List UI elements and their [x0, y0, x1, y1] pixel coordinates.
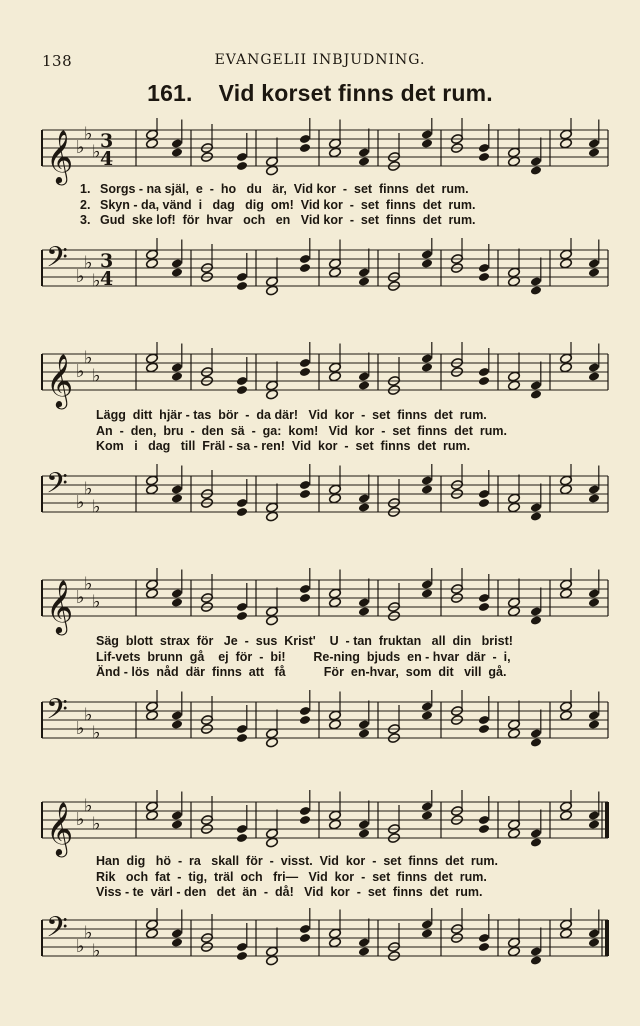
flat-icon: ♭: [84, 478, 93, 500]
quarter-note: [530, 837, 542, 847]
flat-icon: ♭: [76, 266, 85, 287]
flat-icon: ♭: [76, 809, 85, 830]
lyric-text: Änd - lös nåd där finns att få För en-hvar, som dit vill gå.: [96, 665, 507, 679]
flat-icon: ♭: [84, 123, 93, 145]
quarter-note: [358, 380, 370, 390]
bass-staff: [36, 464, 612, 534]
half-note: [266, 285, 279, 296]
running-head: EVANGELII INBJUDNING.: [214, 52, 426, 68]
half-note: [146, 928, 159, 939]
treble-staff: [36, 568, 612, 638]
quarter-note: [421, 138, 433, 148]
music-system-1: [36, 118, 612, 308]
verse-number: 1.: [80, 182, 91, 196]
music-system-2: [36, 342, 612, 532]
half-note: [508, 606, 521, 617]
quarter-note: [299, 489, 311, 499]
quarter-note: [530, 285, 542, 295]
half-note: [560, 810, 573, 821]
quarter-note: [236, 733, 248, 743]
quarter-note: [299, 593, 311, 603]
half-note: [508, 502, 521, 513]
quarter-note: [478, 824, 490, 834]
quarter-note: [421, 258, 433, 268]
half-note: [329, 267, 342, 278]
quarter-note: [478, 152, 490, 162]
half-note: [560, 484, 573, 495]
quarter-note: [588, 267, 600, 277]
flat-icon: ♭: [92, 496, 101, 518]
quarter-note: [236, 833, 248, 843]
bass-clef-icon: 𝄢: [46, 467, 68, 507]
quarter-note: [171, 719, 183, 729]
lyrics-block: [36, 408, 612, 455]
half-note: [560, 362, 573, 373]
flat-icon: ♭: [84, 252, 93, 274]
quarter-note: [421, 810, 433, 820]
hymn-number: 161.: [147, 80, 193, 106]
lyric-text: Gud ske lof! för hvar och en Vid kor - set finns det rum.: [100, 213, 476, 227]
half-note: [266, 165, 279, 176]
quarter-note: [358, 606, 370, 616]
half-note: [508, 276, 521, 287]
half-note: [266, 389, 279, 400]
flat-icon: ♭: [92, 365, 101, 387]
quarter-note: [171, 493, 183, 503]
time-signature-top: 3: [100, 250, 114, 272]
time-signature-bottom: 4: [100, 268, 114, 290]
quarter-note: [530, 511, 542, 521]
quarter-note: [299, 933, 311, 943]
lyric-text: Rik och fat - tig, träl och fri— Vid kor - set finns det rum.: [96, 869, 487, 884]
quarter-note: [358, 156, 370, 166]
lyric-line: [36, 870, 612, 886]
half-note: [329, 493, 342, 504]
time-signature-top: 3: [100, 130, 114, 152]
quarter-note: [171, 937, 183, 947]
treble-clef-icon: 𝄞: [46, 353, 74, 407]
half-note: [508, 946, 521, 957]
half-note: [508, 828, 521, 839]
lyrics-block: [36, 634, 612, 681]
half-note: [266, 615, 279, 626]
quarter-note: [588, 147, 600, 157]
half-note: [146, 588, 159, 599]
treble-staff: [36, 118, 612, 188]
quarter-note: [588, 719, 600, 729]
quarter-note: [236, 281, 248, 291]
flat-icon: ♭: [76, 492, 85, 513]
quarter-note: [236, 951, 248, 961]
quarter-note: [421, 362, 433, 372]
lyric-text: Viss - te värl - den det än - då! Vid kor - set finns det rum.: [96, 885, 483, 899]
half-note: [146, 484, 159, 495]
lyrics-block: [36, 854, 612, 901]
quarter-note: [588, 371, 600, 381]
treble-clef-icon: 𝄞: [46, 129, 74, 183]
quarter-note: [478, 724, 490, 734]
lyric-text: Skyn - da, vänd i dag dig om! Vid kor - set finns det rum.: [100, 197, 476, 212]
flat-icon: ♭: [92, 722, 101, 744]
quarter-note: [358, 946, 370, 956]
lyric-text: Han dig hö - ra skall för - visst. Vid kor - set finns det rum.: [96, 854, 498, 868]
verse-number: 3.: [80, 213, 91, 227]
quarter-note: [358, 276, 370, 286]
half-note: [508, 728, 521, 739]
half-note: [146, 810, 159, 821]
half-note: [329, 719, 342, 730]
bass-clef-icon: 𝄢: [46, 911, 68, 951]
flat-icon: ♭: [92, 270, 101, 292]
music-system-3: [36, 568, 612, 758]
hymn-title-text: Vid korset finns det rum.: [218, 80, 493, 106]
lyric-line: [36, 665, 612, 681]
lyrics-block: [36, 182, 612, 229]
lyric-text: An - den, bru - den sä - ga: kom! Vid kor - set finns det rum.: [96, 423, 507, 438]
quarter-note: [421, 710, 433, 720]
half-note: [560, 588, 573, 599]
half-note: [560, 138, 573, 149]
quarter-note: [421, 484, 433, 494]
quarter-note: [478, 942, 490, 952]
half-note: [266, 511, 279, 522]
half-note: [508, 380, 521, 391]
lyric-text: Lägg ditt hjär - tas bör - da där! Vid kor - set finns det rum.: [96, 408, 487, 422]
quarter-note: [588, 819, 600, 829]
half-note: [560, 710, 573, 721]
half-note: [146, 710, 159, 721]
half-note: [266, 837, 279, 848]
half-note: [329, 937, 342, 948]
quarter-note: [299, 715, 311, 725]
quarter-note: [299, 815, 311, 825]
verse-number: 2.: [80, 197, 91, 212]
flat-icon: ♭: [76, 137, 85, 158]
flat-icon: ♭: [84, 347, 93, 369]
quarter-note: [236, 161, 248, 171]
lyric-line: [36, 408, 612, 424]
quarter-note: [530, 955, 542, 965]
quarter-note: [358, 502, 370, 512]
half-note: [266, 737, 279, 748]
quarter-note: [478, 376, 490, 386]
half-note: [560, 928, 573, 939]
quarter-note: [530, 389, 542, 399]
quarter-note: [478, 498, 490, 508]
half-note: [146, 138, 159, 149]
lyric-line: [36, 885, 612, 901]
treble-clef-icon: 𝄞: [46, 579, 74, 633]
quarter-note: [530, 737, 542, 747]
flat-icon: ♭: [92, 940, 101, 962]
music-system-4: [36, 790, 612, 990]
flat-icon: ♭: [76, 718, 85, 739]
lyric-line: [36, 182, 612, 198]
quarter-note: [299, 367, 311, 377]
lyric-text: Säg blott strax för Je - sus Krist' U - tan fruktan all din brist!: [96, 634, 513, 648]
lyric-text: Lif-vets brunn gå ej för - bi! Re-ning bjuds en - hvar där - i,: [96, 649, 511, 664]
bass-clef-icon: 𝄢: [46, 693, 68, 733]
flat-icon: ♭: [92, 813, 101, 835]
quarter-note: [588, 597, 600, 607]
quarter-note: [299, 263, 311, 273]
quarter-note: [358, 728, 370, 738]
quarter-note: [171, 267, 183, 277]
flat-icon: ♭: [84, 922, 93, 944]
flat-icon: ♭: [92, 141, 101, 163]
page-number: 138: [42, 52, 73, 70]
lyric-line: [36, 854, 612, 870]
quarter-note: [236, 507, 248, 517]
hymn-title: [0, 80, 640, 107]
lyric-line: [36, 424, 612, 440]
half-note: [146, 362, 159, 373]
bass-staff: [36, 690, 612, 760]
quarter-note: [236, 385, 248, 395]
half-note: [329, 147, 342, 158]
quarter-note: [171, 371, 183, 381]
quarter-note: [530, 615, 542, 625]
flat-icon: ♭: [84, 573, 93, 595]
quarter-note: [171, 147, 183, 157]
quarter-note: [421, 928, 433, 938]
quarter-note: [421, 588, 433, 598]
quarter-note: [588, 493, 600, 503]
quarter-note: [478, 602, 490, 612]
treble-staff: [36, 342, 612, 412]
lyric-line: [36, 439, 612, 455]
flat-icon: ♭: [84, 704, 93, 726]
time-signature-bottom: 4: [100, 148, 114, 170]
flat-icon: ♭: [92, 591, 101, 613]
lyric-line: [36, 213, 612, 229]
quarter-note: [588, 937, 600, 947]
half-note: [146, 258, 159, 269]
lyric-text: Kom i dag till Fräl - sa - ren! Vid kor - set finns det rum.: [96, 439, 471, 453]
bass-clef-icon: 𝄢: [46, 241, 68, 281]
quarter-note: [358, 828, 370, 838]
quarter-note: [171, 597, 183, 607]
quarter-note: [171, 819, 183, 829]
half-note: [508, 156, 521, 167]
lyric-line: [36, 634, 612, 650]
bass-staff: [36, 238, 612, 308]
half-note: [329, 819, 342, 830]
quarter-note: [236, 611, 248, 621]
flat-icon: ♭: [76, 936, 85, 957]
quarter-note: [299, 143, 311, 153]
treble-staff: [36, 790, 612, 860]
half-note: [329, 597, 342, 608]
flat-icon: ♭: [84, 795, 93, 817]
bass-staff: [36, 908, 612, 978]
quarter-note: [530, 165, 542, 175]
lyric-line: [36, 650, 612, 666]
half-note: [266, 955, 279, 966]
flat-icon: ♭: [76, 361, 85, 382]
half-note: [329, 371, 342, 382]
flat-icon: ♭: [76, 587, 85, 608]
lyric-line: [36, 198, 612, 214]
treble-clef-icon: 𝄞: [46, 801, 74, 855]
lyric-text: Sorgs - na själ, e - ho du är, Vid kor - set finns det rum.: [100, 182, 469, 196]
quarter-note: [478, 272, 490, 282]
half-note: [560, 258, 573, 269]
